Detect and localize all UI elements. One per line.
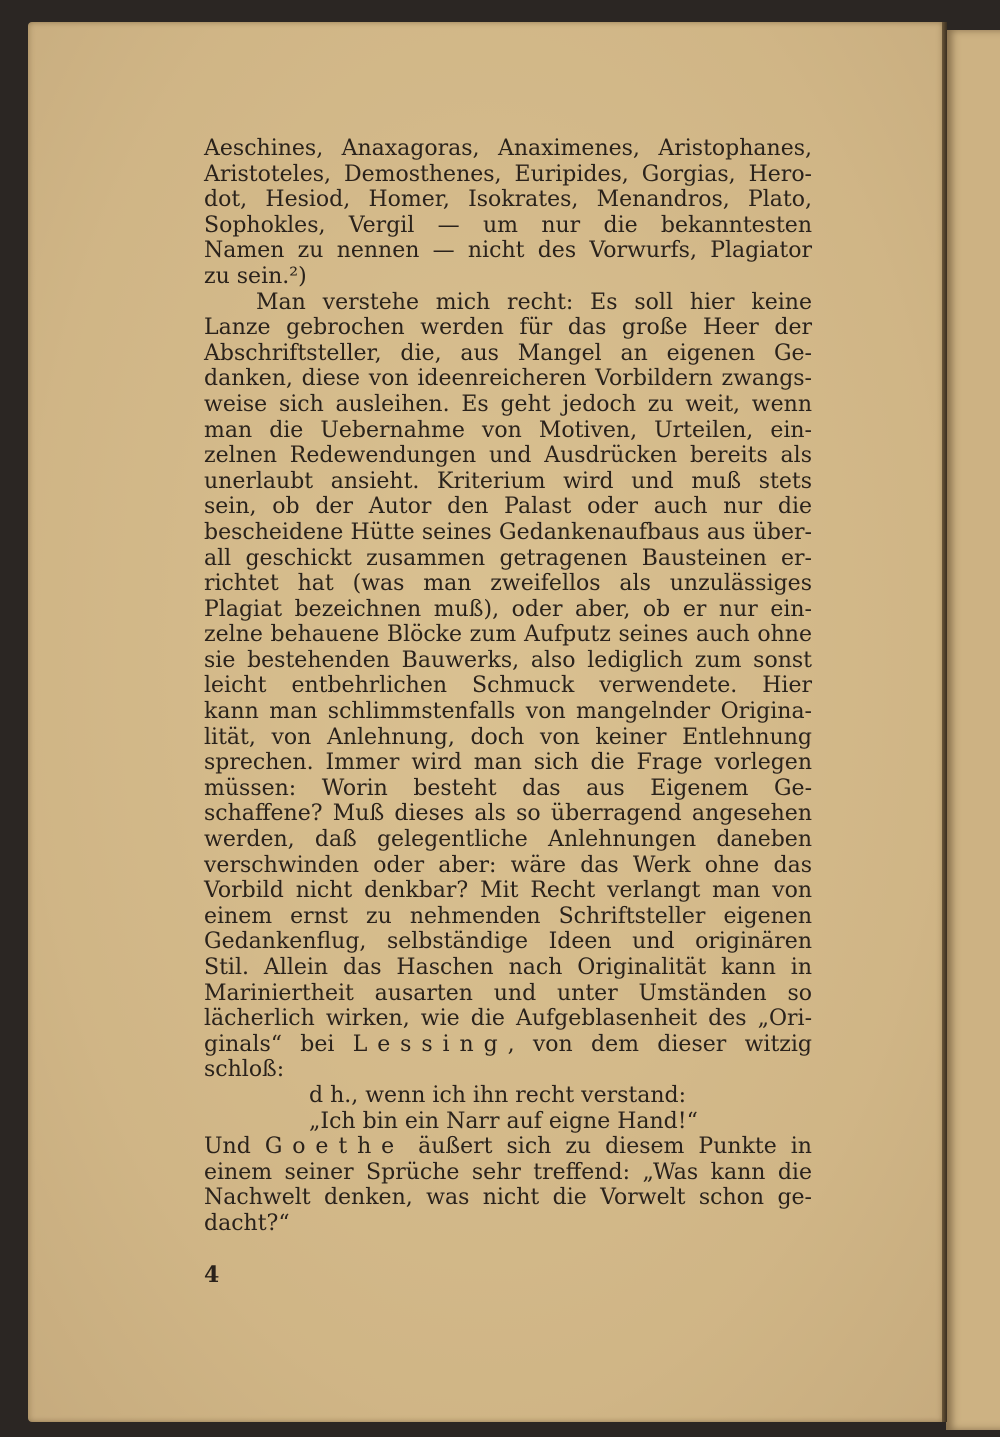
page-number: 4 — [204, 1262, 220, 1288]
text-line: Aristoteles, Demosthenes, Euripides, Gorgias, Hero- — [204, 161, 812, 187]
text-line: dot, Hesiod, Homer, Isokrates, Menandros, Plato, — [204, 187, 812, 213]
text-line: Lanze gebrochen werden für das große Heer der — [204, 315, 812, 341]
text-line: man die Uebernahme von Motiven, Urteilen, ein- — [204, 417, 812, 443]
text-line: Gedankenflug, selbständige Ideen und originären — [204, 929, 812, 955]
text-line: einem seiner Sprüche sehr treffend: „Was kann die — [204, 1159, 812, 1185]
text-line: Abschriftsteller, die, aus Mangel an eigenen Ge- — [204, 340, 812, 366]
text-line: dacht?“ — [204, 1210, 290, 1236]
text-line: lität, von Anlehnung, doch von keiner Entlehnung — [204, 724, 812, 750]
text-line: all geschickt zusammen getragenen Bausteinen er- — [204, 545, 812, 571]
text-line: richtet hat (was man zweifellos als unzulässiges — [204, 571, 812, 597]
text-line: sein, ob der Autor den Palast oder auch nur die — [204, 494, 812, 520]
author-name-lessing: Lessing — [352, 1031, 508, 1057]
text-line — [204, 1032, 812, 1058]
text-line: weise sich ausleihen. Es geht jedoch zu weit, wenn — [204, 391, 812, 417]
text-fragment: , von dem dieser witzig — [507, 1031, 812, 1057]
text-line: unerlaubt ansieht. Kriterium wird und muß stets — [204, 468, 812, 494]
text-line: lächerlich wirken, wie die Aufgeblasenheit des „Ori- — [204, 1006, 812, 1032]
text-line: Nachwelt denken, was nicht die Vorwelt schon ge- — [204, 1185, 812, 1211]
text-line: danken, diese von ideenreicheren Vorbildern zwangs- — [204, 366, 812, 392]
text-line: leicht entbehrlichen Schmuck verwendete. Hier — [204, 673, 812, 699]
body-text — [204, 136, 812, 1237]
text-line: zelne behauene Blöcke zum Aufputz seines auch ohne — [204, 622, 812, 648]
text-line: Aeschines, Anaxagoras, Anaximenes, Aristophanes, — [204, 136, 812, 161]
text-line: Namen zu nennen — nicht des Vorwurfs, Plagiator — [204, 238, 812, 264]
text-line: zu sein.²) — [204, 263, 307, 289]
text-line: werden, daß gelegentliche Anlehnungen daneben — [204, 827, 812, 853]
verse-line: d h., wenn ich ihn recht verstand: — [309, 1082, 687, 1108]
text-line: zelnen Redewendungen und Ausdrücken bereits als — [204, 443, 812, 469]
text-line: bescheidene Hütte seines Gedankenaufbaus aus über- — [204, 519, 812, 545]
text-line: Mariniertheit ausarten und unter Umständen so — [204, 980, 812, 1006]
text-line: einem ernst zu nehmenden Schriftsteller eigenen — [204, 903, 812, 929]
text-line: Plagiat bezeichnen muß), oder aber, ob er nur ein- — [204, 596, 812, 622]
author-name-goethe: Goethe — [264, 1134, 405, 1160]
text-line: schloß: — [204, 1057, 285, 1083]
text-line: Vorbild nicht denkbar? Mit Recht verlangt man von — [204, 878, 812, 904]
text-line: müssen: Worin besteht das aus Eigenem Ge- — [204, 775, 812, 801]
text-line: schaffene? Muß dieses als so überragend angesehen — [204, 801, 812, 827]
text-line — [204, 1134, 812, 1160]
binding-gutter — [942, 22, 947, 1422]
text-line: Stil. Allein das Haschen nach Originalität kann in — [204, 955, 812, 980]
text-line: Sophokles, Vergil — um nur die bekanntesten — [204, 212, 812, 238]
text-fragment: Und — [204, 1134, 265, 1160]
text-line: sie bestehenden Bauwerks, also lediglich zum sonst — [204, 647, 812, 673]
text-line: Man verstehe mich recht: Es soll hier keine — [256, 289, 812, 315]
text-line: sprechen. Immer wird man sich die Frage vorlegen — [204, 750, 812, 776]
text-line: verschwinden oder aber: wäre das Werk ohne das — [204, 852, 812, 878]
adjacent-page-edge — [946, 30, 1000, 1430]
text-fragment: ginals“ bei — [204, 1031, 353, 1057]
text-line: kann man schlimmstenfalls von mangelnder Origina- — [204, 699, 812, 725]
verse-line: „Ich bin ein Narr auf eigne Hand!“ — [309, 1108, 698, 1134]
text-fragment: äußert sich zu diesem Punkte in — [404, 1134, 812, 1160]
